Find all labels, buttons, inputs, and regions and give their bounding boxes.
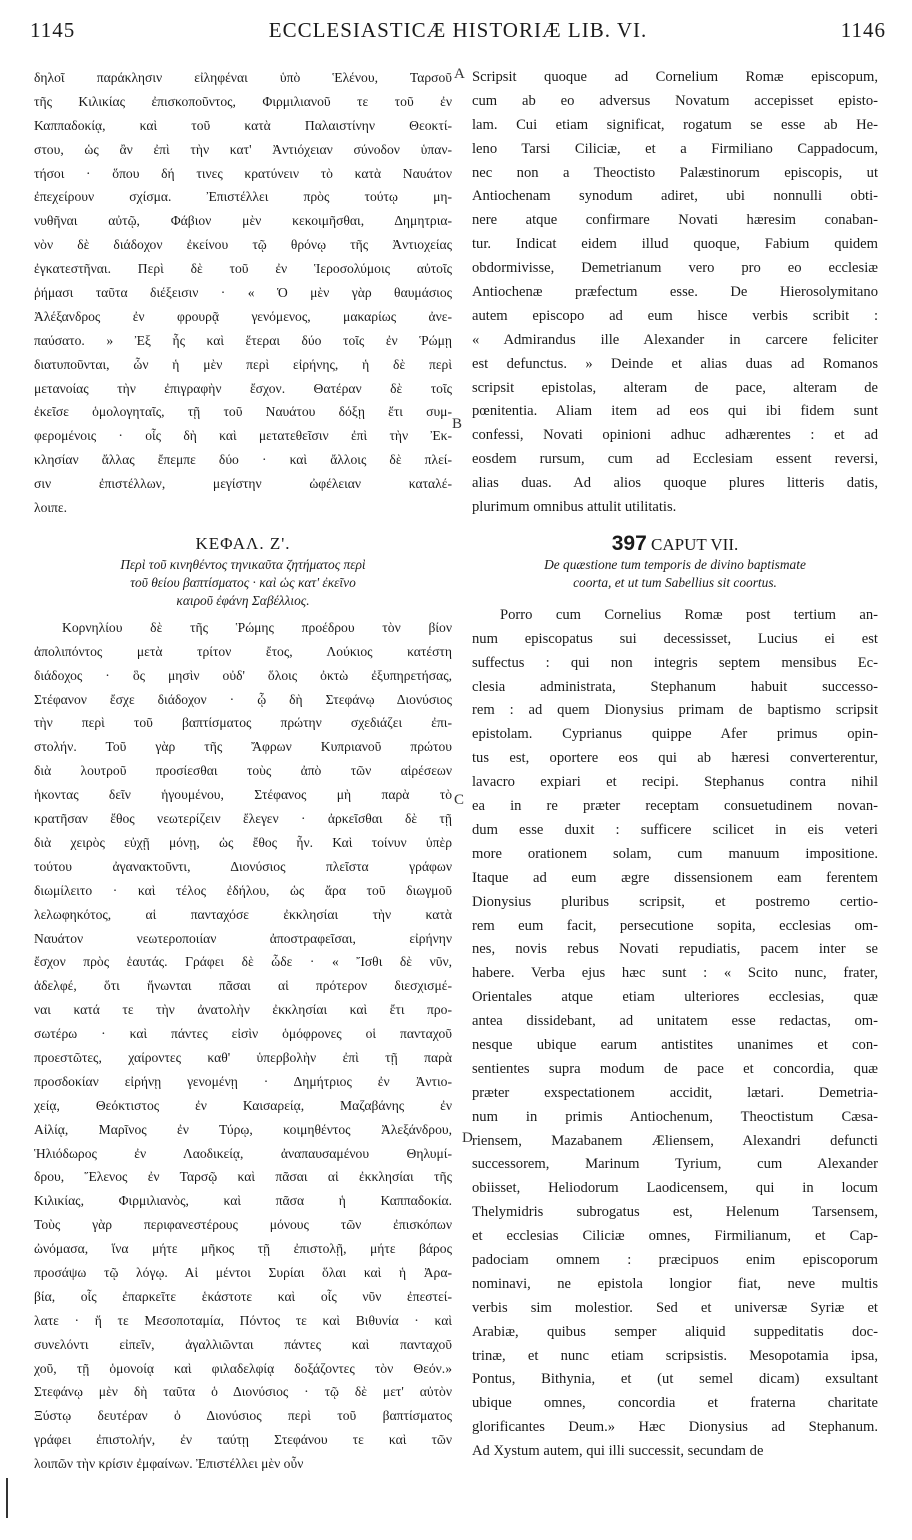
text-line: glorificantes Deum.» Hæc Dionysius ad Stephanum. (472, 1419, 878, 1436)
text-line: λατε · ἥ τε Μεσοποταμία, Πόντος τε καὶ Βιθυνία · καὶ (34, 1312, 452, 1328)
text-line: διωμίλειτο · καὶ τέλος ἐδήλου, ὡς ἄρα τοῦ διωγμοῦ (34, 882, 452, 898)
margin-marker-a: A (454, 66, 465, 82)
text-line: στου, ὡς ἂν ἐπὶ τὴν κατ' Ἀντιόχειαν σύνοδον ὑπαν- (34, 141, 452, 157)
text-line: ναι κατά τε τὴν ἀνατολὴν ἐκκλησίαι καὶ ἔτι προ- (34, 1002, 452, 1018)
text-line: νυθῆναι αὐτῷ, Φάβιον μὲν κεκοιμῆσθαι, Δημητρια- (34, 213, 452, 229)
text-line: ὠνόμασα, ἵνα μήτε μῆκος τῇ ἐπιστολῇ, μήτε βάρος (34, 1241, 452, 1257)
text-line: Porro cum Cornelius Romæ post tertium an- (500, 606, 878, 623)
text-line: rem eum facit, persecutione sopita, ecclesias om- (472, 917, 878, 934)
text-line: coorta, et ut tum Sabellius sit coortus. (573, 574, 777, 590)
text-line: num in primis Antiochenum, Theoctistum Cæsa- (472, 1108, 878, 1125)
text-line: De quæstione tum temporis de divino baptismate (544, 556, 806, 572)
text-line: παύσατο. » Ἐξ ἧς καὶ ἕτεραι δύο τοῖς ἐν Ῥώμῃ (34, 332, 452, 348)
latin-chapter-heading (472, 532, 878, 556)
text-line: suffectus : qui non integris septem mensibus Ec- (472, 654, 878, 671)
text-line: nesque ubique earum antistites unanimes et con- (472, 1036, 878, 1053)
text-line: τούτου ἀγανακτοῦντι, Διονύσιος πλεῖστα γράφων (34, 858, 452, 874)
text-line: καιροῦ ἐφάνη Σαβέλλιος. (176, 592, 310, 608)
text-line: γράφει ἐπιστολήν, ἐν ταύτῃ Στεφάνου τε καὶ τῶν (34, 1432, 452, 1448)
text-line: τὴν περὶ τοῦ βαπτίσματος πρώτην σχεδιάζει ἐπι- (34, 715, 452, 731)
text-line: Καππαδοκίᾳ, καὶ τοῦ κατὰ Παλαιστίνην Θεοκτί- (34, 117, 452, 133)
text-line: lavacro expiari et recipi. Stephanus contra nihil (472, 774, 878, 791)
greek-column (34, 66, 452, 1476)
text-line: Κιλικίας, Φιρμιλιανὸς, καὶ πᾶσα ἡ Καππαδοκία. (34, 1193, 452, 1209)
text-line: Dionysius pluribus scripsit, et postremo certio- (472, 893, 878, 910)
text-line: « Admirandus ille Alexander in carcere feliciter (472, 331, 878, 348)
margin-marker-d: D (462, 1130, 473, 1146)
text-line: διὰ λουτροῦ προσίεσθαι τοὺς ἀπὸ τῶν αἱρέσεων (34, 763, 452, 779)
text-line: τῆς Κιλικίας ἐπισκοποῦντος, Φιρμιλιανοῦ τε τοῦ ἐν (34, 93, 452, 109)
text-line: Thelymidris subrogatus est, Helenum Tarsensem, (472, 1204, 878, 1221)
text-line: διὰ χειρὸς εὐχῇ μόνῃ, ὡς ἔθος ἦν. Καὶ τοίνυν ὑπὲρ (34, 834, 452, 850)
text-line: κρατῆσαν ἔθος νεωτερίζειν ἔλεγεν · ἀρκεῖσθαι δὲ τῇ (34, 811, 452, 827)
text-line: Ad Xystum autem, qui illi successit, secundam de (472, 1443, 764, 1460)
text-line: lam. Cui etiam significat, rogatum se esse ab He- (472, 116, 878, 133)
text-line: δηλοῖ παράκλησιν εἰληφέναι ὑπὸ Ἑλένου, Ταρσοῦ (34, 70, 452, 85)
text-line: νὸν δὲ διάδοχον ἐκείνου τῷ θρόνῳ τῆς Ἀντιοχείας (34, 237, 452, 253)
page-header (30, 18, 886, 50)
text-line: nere atque confirmare Novati hæresim conaban- (472, 212, 878, 229)
text-line: σωτέρω · καὶ πάντες εἰσὶν ὁμόφρονες οἱ πανταχοῦ (34, 1026, 452, 1042)
text-line: κλησίαν ἄλλας ἔπεμπε δύο · καὶ ἄλλοις δὲ πλεί- (34, 452, 452, 468)
text-line: ἀπολιπόντος μετὰ τρίτον ἔτος, Λούκιος κατέστη (34, 643, 452, 659)
text-line: λοιπε. (34, 500, 68, 516)
text-line: χοῦ, τῇ ὁμονοίᾳ καὶ φιλαδελφίᾳ δοξάζοντες τὸν Θεόν.» (34, 1360, 452, 1376)
text-line: προεστῶτες, χαίροντες καθ' ὑπερβολὴν ἐπὶ τῇ παρὰ (34, 1049, 452, 1065)
text-line: φερομένοις · οἷς δὴ καὶ μετατεθεῖσιν ἐπὶ τὴν Ἐκ- (34, 428, 452, 444)
text-line: habere. Verba ejus hæc sunt : « Scito nunc, frater, (472, 965, 878, 982)
text-line: λελωφηκότος, αἱ πανταχόσε ἐκκλησίαι τὴν κατὰ (34, 906, 452, 922)
latin-chapter-subtitle (472, 556, 878, 592)
margin-marker-b: B (452, 416, 463, 432)
spacer (34, 520, 452, 532)
text-line: μετανοίας τὴν ἐπιγραφὴν ἔσχον. Θατέραν δὲ τοῖς (34, 380, 452, 396)
text-line: nominavi, ne epistola longior fiat, neve multis (472, 1275, 878, 1292)
text-line: pœnitentia. Aliam item ad eos qui ibi fidem sunt (472, 403, 878, 420)
text-line: scripsit epistolas, alteram de pace, alteram de (472, 379, 878, 396)
latin-chapter-title: CAPUT VII. (651, 534, 739, 554)
text-line: et ecclesias Ciliciæ omnes, Firmilianum, et Cap- (472, 1228, 878, 1245)
page-number-left: 1145 (30, 18, 76, 42)
text-line: Αἰλίᾳ, Μαρῖνος ἐν Τύρῳ, κοιμηθέντος Ἀλεξάνδρου, (34, 1121, 452, 1137)
text-line: trinæ, et nunc etiam scripsistis. Mesopotamia ipsa, (472, 1347, 878, 1364)
text-line: tus est, oportere eos qui ab hæresi converterentur, (472, 750, 878, 767)
text-line: ἐγκατεστῆναι. Περὶ δὲ τοῦ ἐν Ἱεροσολύμοις αὐτοῖς (34, 261, 452, 277)
text-line: Scripsit quoque ad Cornelium Romæ episcopum, (472, 69, 878, 85)
text-line: ἡκοντας δεῖν ἡγουμένου, Στέφανος μὴ παρὰ τὸ (34, 787, 452, 803)
text-line: Περὶ τοῦ κινηθέντος τηνικαῦτα ζητήματος περὶ (120, 556, 366, 572)
running-title: ECCLESIASTICÆ HISTORIÆ LIB. VI. (268, 18, 648, 42)
text-line: præter exspectationem accidit, lætari. Demetria- (472, 1084, 878, 1101)
text-line: Antiochenæ præfectum esse. De Hierosolymitano (472, 284, 878, 301)
text-line: ubique omnes, concordia et fraterna charitate (472, 1395, 878, 1412)
text-line: ἐκεῖσε ὁμολογηταῖς, τῇ τοῦ Ναυάτου δόξῃ ἔτι συμ- (34, 404, 452, 420)
text-line: successorem, Marinum Tyrium, cum Alexander (472, 1156, 878, 1173)
text-line: ἔσχον πρὸς ἑαυτάς. Γράφει δὲ ὧδε · « Ἴσθι δὲ νῦν, (34, 954, 452, 970)
spacer (472, 520, 878, 532)
text-line: βία, οἷς ἐπαρκεῖτε ἑκάστοτε καὶ οἷς νῦν ἐπεστεί- (34, 1288, 452, 1304)
text-line: leno Tarsi Ciliciæ, et a Firmiliano Cappadocum, (472, 140, 878, 157)
text-line: Τοὺς γὰρ περιφανεστέρους μόνους τῶν ἐπισκόπων (34, 1217, 452, 1233)
text-line: Ναυάτον νεωτεροποιίαν ἀποστραφεῖσαι, εἰρήνην (34, 930, 452, 946)
text-line: dum esse duxit : sufficere scilicet in eis veteri (472, 821, 878, 838)
text-line: cum ab eo adversus Novatum accepisset episto- (472, 92, 878, 109)
text-line: sentientes supra modum de pace et concordia, quæ (472, 1060, 878, 1077)
text-line: tur. Indicat eidem illud quoque, Fabium quidem (472, 236, 878, 253)
text-line: τοῦ θείου βαπτίσματος · καὶ ὡς κατ' ἐκεῖνο (130, 574, 356, 590)
text-line: προσάψω τῷ λόγῳ. Αἱ μέντοι Συρίαι ὅλαι καὶ ἡ Ἀρα- (34, 1264, 452, 1280)
text-line: προσδοκίαν εἰρήνῃ γενομένῃ · Δημήτριος ἐν Ἀντιο- (34, 1073, 452, 1089)
text-line: Στεφάνῳ μὲν δὴ ταῦτα ὁ Διονύσιος · τῷ δὲ μετ' αὐτὸν (34, 1384, 452, 1400)
greek-body-text (34, 616, 452, 1476)
text-line: ῥήμασι ταῦτα διέξεισιν · « Ὁ μὲν γὰρ θαυμάσιος (34, 285, 452, 301)
text-line: verbis sim molestior. Sed et universæ Syriæ et (472, 1299, 878, 1316)
text-line: eosdem rursum, cum ad Ecclesiam essent reversi, (472, 451, 878, 468)
text-line: num episcopatus sui decessisset, Lucius ei est (472, 630, 878, 647)
page-number-right: 1146 (840, 18, 886, 42)
text-line: στολήν. Τοῦ γὰρ τῆς Ἄφρων Κυπριανοῦ πρώτου (34, 739, 452, 755)
text-line: nes, novis rebus Novati repudiatis, pacem inter se (472, 941, 878, 958)
column-number: 397 (611, 531, 647, 555)
text-line: more orationem solam, cum manuum impositione. (472, 845, 878, 862)
text-line: συνελόντι εἰπεῖν, ἀγαλλιῶνται πάντες καὶ πανταχοῦ (34, 1336, 452, 1352)
text-line: ἐπεχείρουν σχίσμα. Ἐπιστέλλει πρὸς τούτῳ μη- (34, 189, 452, 205)
text-line: δρου, Ἕλενος ἐν Ταρσῷ καὶ πᾶσαι αἱ ἐκκλησίαι τῆς (34, 1169, 452, 1185)
text-line: obiisset, Heliodorum Laodicensem, qui in locum (472, 1180, 878, 1197)
text-line: obdormivisse, Demetrianum vero pro eo ecclesiæ (472, 260, 878, 277)
text-line: autem episcopo ad eum hisce verbis scribit : (472, 307, 878, 324)
latin-intro-text (472, 66, 878, 520)
text-line: Orientales atque etiam ulteriores ecclesias, quæ (472, 989, 878, 1006)
text-line: χείᾳ, Θεόκτιστος ἐν Καισαρείᾳ, Μαζαβάνης ἐν (34, 1097, 452, 1113)
text-line: Itaque ad eum ægre dissensionem eam ferentem (472, 869, 878, 886)
text-line: antea dissidebant, ad unitatem esse redactas, om- (472, 1013, 878, 1030)
text-line: est defunctus. » Deinde et alias duas ad Romanos (472, 355, 878, 372)
greek-chapter-heading: ΚΕΦΑΛ. Ζ'. (195, 533, 291, 553)
text-line: σιν ἐπιστέλλων, μεγίστην ὠφέλειαν καταλέ- (34, 476, 452, 492)
text-line: ea in re præter receptam consuetudinem novan- (472, 798, 878, 815)
text-line: Κορνηλίου δὲ τῆς Ῥώμης προέδρου τὸν βίον (62, 619, 452, 635)
text-line: Ἡλιόδωρος ἐν Λαοδικείᾳ, ἀναπαυσαμένου Θηλυμί- (34, 1145, 452, 1161)
text-line: padociam omnem : præcipuos enim episcoporum (472, 1251, 878, 1268)
text-line: λοιπῶν τὴν κρίσιν ἐμφαίνων. Ἐπιστέλλει μὲν οὖν (34, 1456, 304, 1472)
greek-intro-text (34, 66, 452, 520)
spacer (472, 592, 878, 604)
margin-rule (6, 1478, 8, 1518)
text-line: riensem, Mazabanem Æliensem, Alexandri defuncti (472, 1132, 878, 1149)
greek-chapter-subtitle (34, 556, 452, 610)
text-line: ἀδελφέ, ὅτι ἥνωνται πᾶσαι αἱ πρότερον διεσχισμέ- (34, 978, 452, 994)
text-line: διατυποῦνται, ὧν ἡ μὲν περὶ εἰρήνης, ἡ δὲ περὶ (34, 356, 452, 372)
text-line: Στέφανον ἔσχε διάδοχον · ᾧ δὴ Στεφάνῳ Διονύσιος (34, 691, 452, 707)
text-line: Arabiæ, quibus semper aliquid suppeditatis doc- (472, 1323, 878, 1340)
margin-marker-c: C (454, 792, 465, 808)
text-line: epistolam. Cyprianus quippe Afer primus opin- (472, 726, 878, 743)
text-line: Ἀλέξανδρος ἐν φρουρᾷ γενόμενος, μακαρίως ἀνε- (34, 308, 452, 324)
text-line: confessi, Novati opinioni adhuc adhærentes : et ad (472, 427, 878, 444)
text-line: Ξύστῳ δευτέραν ὁ Διονύσιος περὶ τοῦ βαπτίσματος (34, 1408, 452, 1424)
text-line: alias duas. Ad alios quoque plures litteris datis, (472, 475, 878, 492)
text-line: Antiochenam synodum adiret, ubi nonnulli obti- (472, 188, 878, 205)
text-line: rem : ad quem Dionysius primam de baptismo scripsit (472, 702, 878, 719)
text-line: nec non a Theoctisto Palæstinorum episcopis, ut (472, 164, 878, 181)
text-line: plurimum omnibus attulit utilitatis. (472, 499, 677, 516)
text-line: διάδοχος · ὃς μησὶν οὐδ' ὅλοις ὀκτὼ ἐξυπηρετήσας, (34, 667, 452, 683)
text-line: Pontus, Bithynia, et (ut semel dicam) exsultant (472, 1371, 878, 1388)
text-line: τήσοι · ὅπου δή τινες κρατύνειν τὸ κατὰ Ναυάτον (34, 165, 452, 181)
latin-body-text (472, 604, 878, 1464)
latin-column (472, 66, 878, 1464)
text-line: clesia administrata, Stephanum habuit successo- (472, 678, 878, 695)
